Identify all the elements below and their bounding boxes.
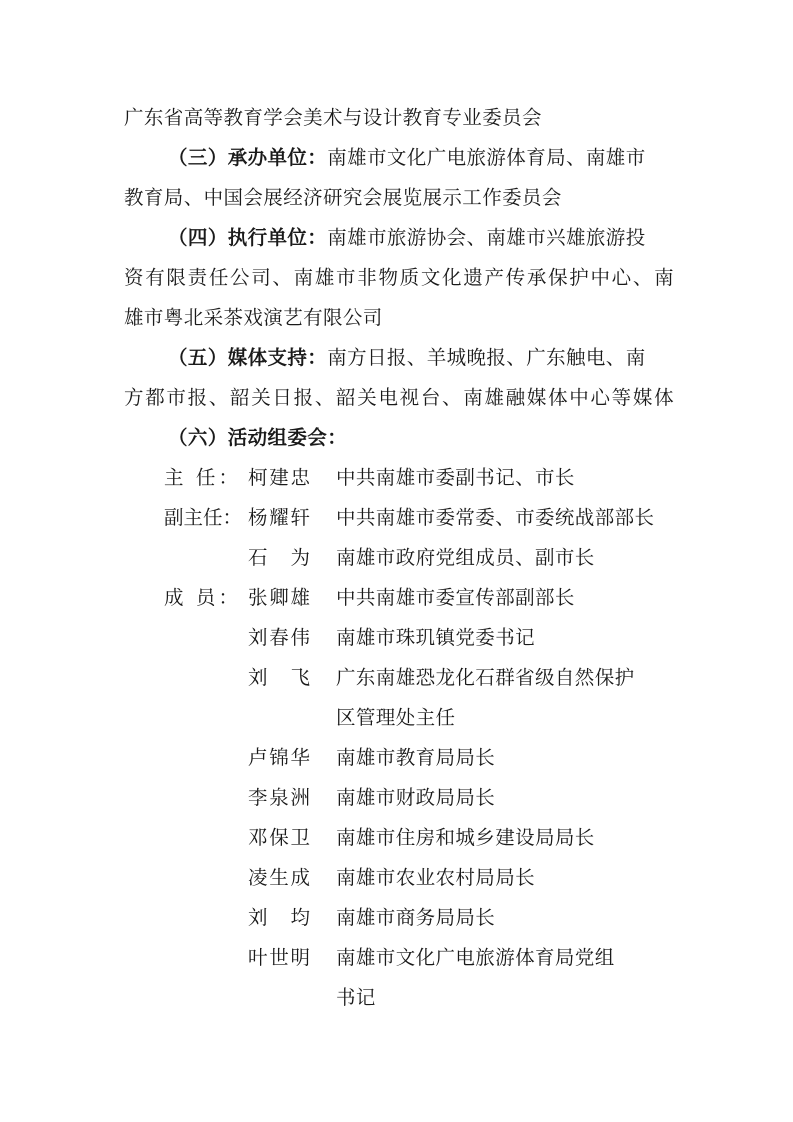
media-label: （五）媒体支持： xyxy=(168,346,328,369)
member-position: 南雄市文化广电旅游体育局党组 xyxy=(336,946,615,969)
member-name: 李泉洲 xyxy=(248,786,310,809)
organizer-paragraph-line2: 教育局、中国会展经济研究会展览展示工作委员会 xyxy=(124,186,562,209)
member-position-continued: 书记 xyxy=(336,986,376,1009)
member-name: 卢锦华 xyxy=(248,746,310,769)
executor-paragraph-line1 xyxy=(168,228,646,248)
member-position: 广东南雄恐龙化石群省级自然保护 xyxy=(336,666,635,689)
executor-text: 南雄市旅游协会、南雄市兴雄旅游投 xyxy=(327,226,646,249)
role-members: 成 员： xyxy=(164,586,238,609)
member-position: 中共南雄市委常委、市委统战部部长 xyxy=(336,506,655,529)
organizer-paragraph-line1 xyxy=(168,148,646,168)
committee-heading: （六）活动组委会： xyxy=(168,426,348,449)
executor-paragraph-line3: 雄市粤北采茶戏演艺有限公司 xyxy=(124,306,383,329)
member-name: 石 为 xyxy=(248,546,310,569)
member-position: 南雄市财政局局长 xyxy=(336,786,496,809)
member-name: 杨耀轩 xyxy=(248,506,310,529)
member-name: 柯建忠 xyxy=(248,466,310,489)
media-text: 南方日报、羊城晚报、广东触电、南 xyxy=(327,346,646,369)
member-name: 邓保卫 xyxy=(248,826,310,849)
member-position: 南雄市农业农村局局长 xyxy=(336,866,536,889)
member-position: 中共南雄市委副书记、市长 xyxy=(336,466,575,489)
executor-paragraph-line2: 资有限责任公司、南雄市非物质文化遗产传承保护中心、南 xyxy=(124,266,674,289)
role-director: 主 任： xyxy=(164,466,238,489)
member-name: 刘 均 xyxy=(248,906,310,929)
media-paragraph-line2: 方都市报、韶关日报、韶关电视台、南雄融媒体中心等媒体 xyxy=(124,386,674,409)
member-position: 南雄市商务局局长 xyxy=(336,906,496,929)
member-position: 南雄市珠玑镇党委书记 xyxy=(336,626,536,649)
executor-label: （四）执行单位： xyxy=(168,226,328,249)
organizer-text: 南雄市文化广电旅游体育局、南雄市 xyxy=(327,146,646,169)
media-paragraph-line1 xyxy=(168,348,646,368)
member-name: 张卿雄 xyxy=(248,586,310,609)
member-position: 南雄市政府党组成员、副市长 xyxy=(336,546,595,569)
member-name: 叶世明 xyxy=(248,946,310,969)
member-position: 南雄市教育局局长 xyxy=(336,746,496,769)
member-name: 刘 飞 xyxy=(248,666,310,689)
member-name: 凌生成 xyxy=(248,866,310,889)
organizer-label: （三）承办单位： xyxy=(168,146,328,169)
member-name: 刘春伟 xyxy=(248,626,310,649)
member-position-continued: 区管理处主任 xyxy=(336,706,456,729)
member-position: 中共南雄市委宣传部副部长 xyxy=(336,586,575,609)
member-position: 南雄市住房和城乡建设局局长 xyxy=(336,826,595,849)
paragraph-continuation: 广东省高等教育学会美术与设计教育专业委员会 xyxy=(124,106,542,129)
role-deputy: 副主任： xyxy=(164,506,243,529)
